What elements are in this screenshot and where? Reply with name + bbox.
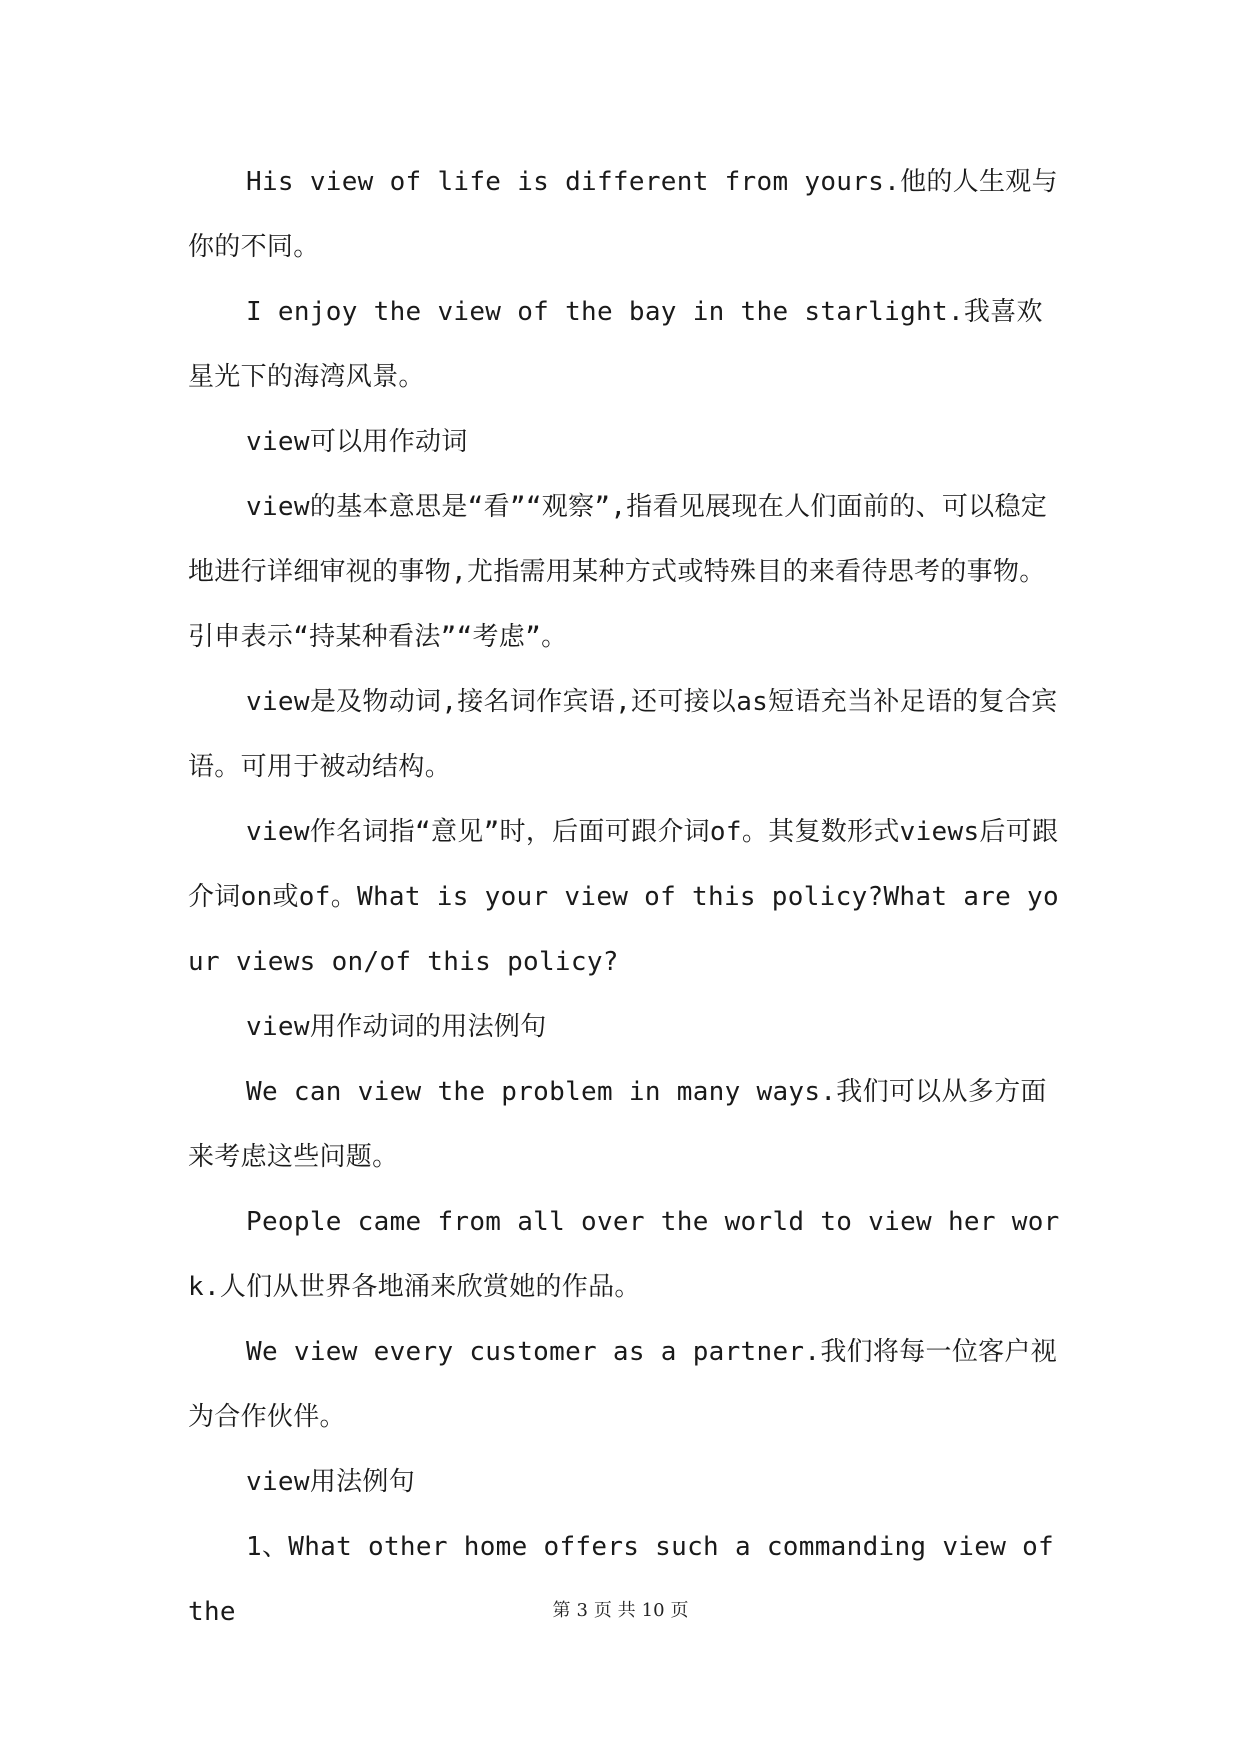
- paragraph: People came from all over the world to view her work.人们从世界各地涌来欣赏她的作品。: [188, 1207, 1060, 1302]
- paragraph: I enjoy the view of the bay in the starlight.我喜欢星光下的海湾风景。: [188, 297, 1043, 392]
- page-label-mid: 页 共: [593, 1600, 636, 1621]
- paragraph: We can view the problem in many ways.我们可以从多方面来考虑这些问题。: [188, 1077, 1047, 1172]
- current-page-number: 3: [576, 1600, 588, 1621]
- total-pages-number: 10: [641, 1600, 665, 1621]
- paragraph: view用作动词的用法例句: [246, 1012, 547, 1042]
- page-footer: [0, 1596, 1241, 1622]
- paragraph: We view every customer as a partner.我们将每一位客户视为合作伙伴。: [188, 1337, 1058, 1432]
- paragraph: view的基本意思是“看”“观察”,指看见展现在人们面前的、可以稳定地进行详细审视的事物,尤指需用某种方式或特殊目的来看待思考的事物。引申表示“持某种看法”“考虑”。: [188, 492, 1048, 652]
- document-body: [188, 150, 1068, 1645]
- paragraph: 1、What other home offers such a commanding view of the: [188, 1532, 1055, 1627]
- paragraph: view作名词指“意见”时，后面可跟介词of。其复数形式views后可跟介词on或of。What is your view of this policy?What are your views on/of this policy?: [188, 817, 1059, 977]
- paragraph: view是及物动词,接名词作宾语,还可接以as短语充当补足语的复合宾语。可用于被动结构。: [188, 687, 1058, 782]
- paragraph: view用法例句: [246, 1467, 416, 1497]
- page-label-suffix: 页: [670, 1600, 689, 1621]
- paragraph: His view of life is different from yours.他的人生观与你的不同。: [188, 167, 1058, 262]
- page-label-prefix: 第: [552, 1600, 571, 1621]
- paragraph: view可以用作动词: [246, 427, 468, 457]
